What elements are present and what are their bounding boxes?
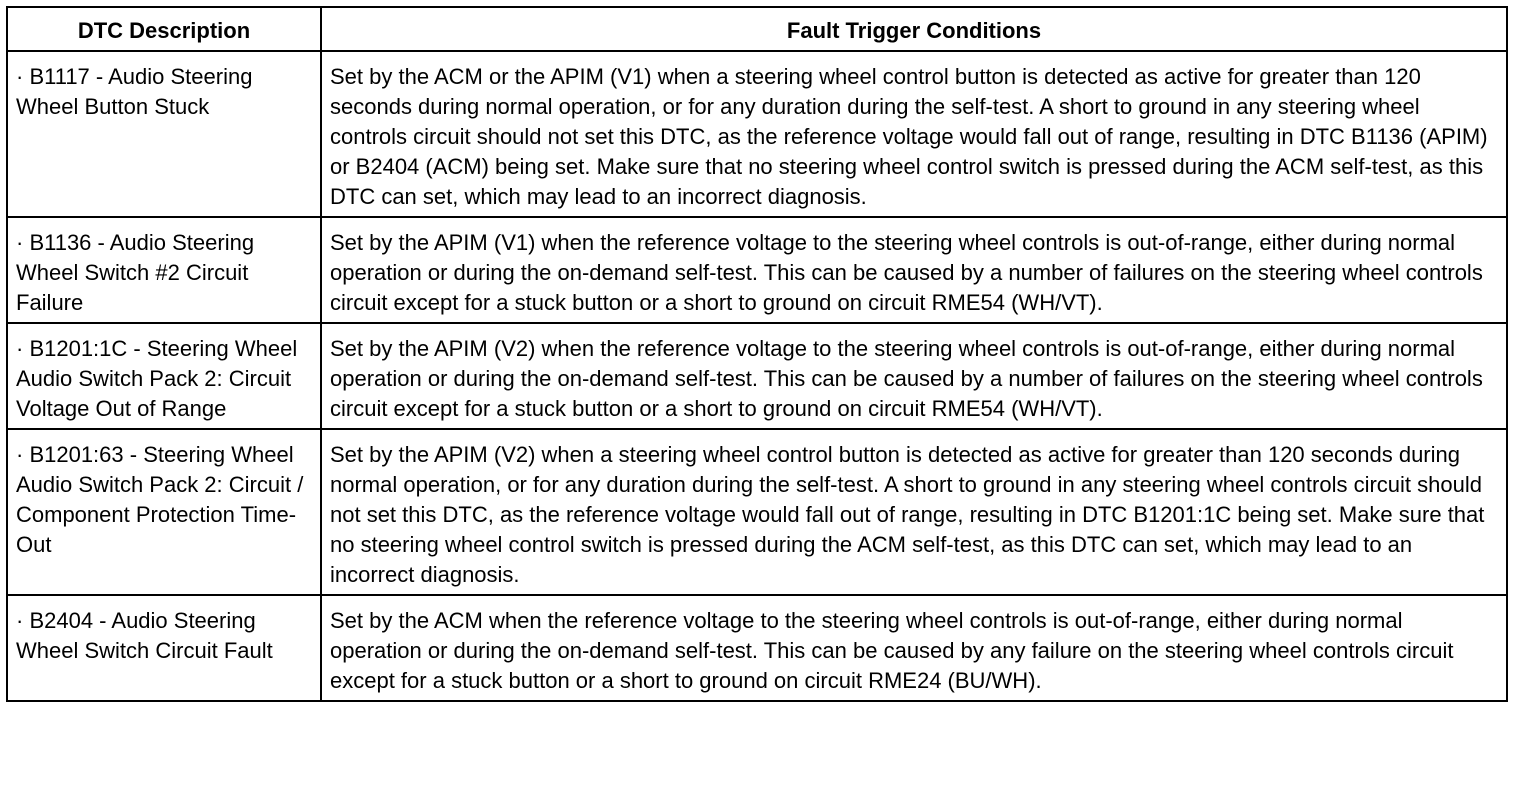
table-row: [7, 429, 1507, 595]
fault-conditions-cell: Set by the ACM or the APIM (V1) when a steering wheel control button is detected as active for greater than 120 seconds during normal operation, or for any duration during the self-test. A short to ground in any steering wheel controls circuit should not set this DTC, as the reference voltage would fall out of range, resulting in DTC B1136 (APIM) or B2404 (ACM) being set. Make sure that no steering wheel control switch is pressed during the ACM self-test, as this DTC can set, which may lead to an incorrect diagnosis.: [321, 51, 1507, 217]
dtc-description-cell: · B1201:1C - Steering Wheel Audio Switch Pack 2: Circuit Voltage Out of Range: [7, 323, 321, 429]
table-row: [7, 595, 1507, 701]
dtc-description-cell: · B1201:63 - Steering Wheel Audio Switch Pack 2: Circuit / Component Protection Time-Out: [7, 429, 321, 595]
column-header-fault-trigger-conditions: Fault Trigger Conditions: [321, 7, 1507, 51]
column-header-dtc-description: DTC Description: [7, 7, 321, 51]
fault-conditions-cell: Set by the ACM when the reference voltage to the steering wheel controls is out-of-range, either during normal operation or during the on-demand self-test. This can be caused by any failure on the steering wheel controls circuit except for a stuck button or a short to ground on circuit RME24 (BU/WH).: [321, 595, 1507, 701]
dtc-description-cell: · B1117 - Audio Steering Wheel Button Stuck: [7, 51, 321, 217]
fault-conditions-cell: Set by the APIM (V2) when the reference voltage to the steering wheel controls is out-of-range, either during normal operation or during the on-demand self-test. This can be caused by a number of failures on the steering wheel controls circuit except for a stuck button or a short to ground on circuit RME54 (WH/VT).: [321, 323, 1507, 429]
fault-conditions-cell: Set by the APIM (V1) when the reference voltage to the steering wheel controls is out-of-range, either during normal operation or during the on-demand self-test. This can be caused by a number of failures on the steering wheel controls circuit except for a stuck button or a short to ground on circuit RME54 (WH/VT).: [321, 217, 1507, 323]
fault-conditions-cell: Set by the APIM (V2) when a steering wheel control button is detected as active for greater than 120 seconds during normal operation, or for any duration during the self-test. A short to ground in any steering wheel controls circuit should not set this DTC, as the reference voltage would fall out of range, resulting in DTC B1201:1C being set. Make sure that no steering wheel control switch is pressed during the ACM self-test, as this DTC can set, which may lead to an incorrect diagnosis.: [321, 429, 1507, 595]
table-row: [7, 51, 1507, 217]
dtc-description-cell: · B2404 - Audio Steering Wheel Switch Circuit Fault: [7, 595, 321, 701]
dtc-description-cell: · B1136 - Audio Steering Wheel Switch #2 Circuit Failure: [7, 217, 321, 323]
table-row: [7, 323, 1507, 429]
table-header-row: [7, 7, 1507, 51]
dtc-table: [6, 6, 1508, 702]
table-row: [7, 217, 1507, 323]
